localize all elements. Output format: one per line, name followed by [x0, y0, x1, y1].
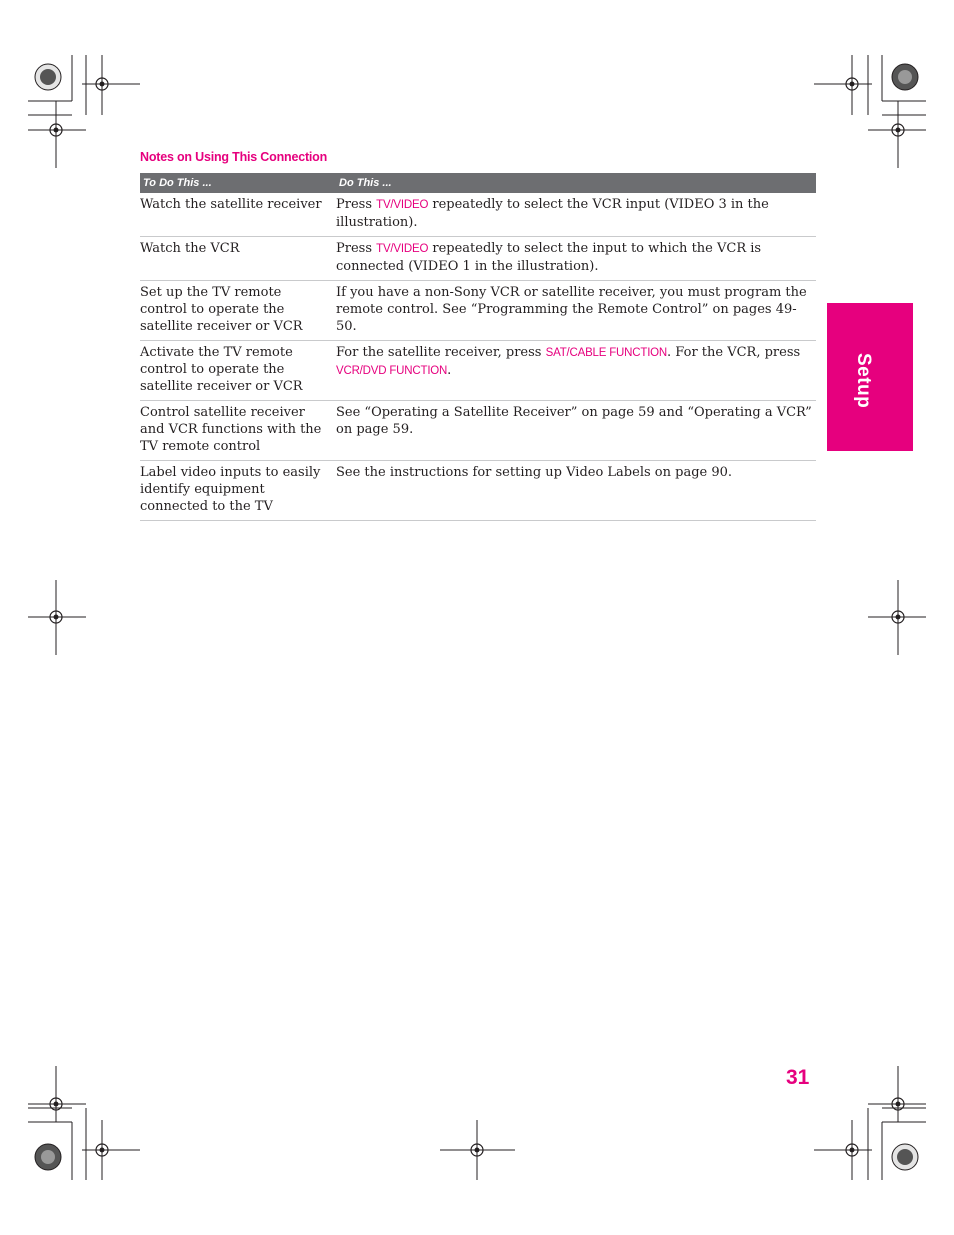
notes-table — [140, 173, 816, 521]
table-row — [140, 461, 816, 521]
action-cell: See the instructions for setting up Video Labels on page 90. — [336, 461, 816, 521]
action-text: Press — [336, 241, 377, 256]
table-row — [140, 237, 816, 281]
table-row — [140, 193, 816, 237]
button-name: TV/VIDEO — [376, 243, 429, 255]
chapter-tab — [827, 303, 913, 451]
table-row — [140, 341, 816, 401]
column-header-action: Do This ... — [336, 173, 816, 193]
button-name: SAT/CABLE FUNCTION — [545, 347, 668, 359]
action-text: Press — [336, 197, 377, 212]
action-text: . — [447, 363, 452, 378]
table-row — [140, 281, 816, 341]
task-cell: Control satellite receiver and VCR functions with the TV remote control — [140, 401, 336, 461]
action-cell — [336, 341, 816, 401]
action-cell — [336, 237, 816, 281]
action-text: repeatedly to select the VCR input (VIDEO 3 in the illustration). — [336, 197, 769, 230]
table-row — [140, 401, 816, 461]
action-text: repeatedly to select the input to which the VCR is connected (VIDEO 1 in the illustration). — [336, 241, 762, 274]
table-header-row — [140, 173, 816, 193]
column-header-task: To Do This ... — [140, 173, 336, 193]
chapter-tab-label: Setup — [853, 353, 874, 409]
task-cell: Set up the TV remote control to operate the satellite receiver or VCR — [140, 281, 336, 341]
task-cell: Activate the TV remote control to operate the satellite receiver or VCR — [140, 341, 336, 401]
action-cell — [336, 193, 816, 237]
action-cell: If you have a non-Sony VCR or satellite receiver, you must program the remote control. See “Programming the Remote Control” on pages 49-50. — [336, 281, 816, 341]
button-name: TV/VIDEO — [376, 199, 429, 211]
action-text: For the satellite receiver, press — [336, 345, 546, 360]
page-number: 31 — [786, 1066, 810, 1089]
task-cell: Watch the satellite receiver — [140, 193, 336, 237]
task-cell: Label video inputs to easily identify equipment connected to the TV — [140, 461, 336, 521]
task-cell: Watch the VCR — [140, 237, 336, 281]
action-text: . For the VCR, press — [667, 345, 801, 360]
button-name: VCR/DVD FUNCTION — [336, 365, 448, 377]
section-heading: Notes on Using This Connection — [140, 150, 328, 164]
action-cell: See “Operating a Satellite Receiver” on page 59 and “Operating a VCR” on page 59. — [336, 401, 816, 461]
